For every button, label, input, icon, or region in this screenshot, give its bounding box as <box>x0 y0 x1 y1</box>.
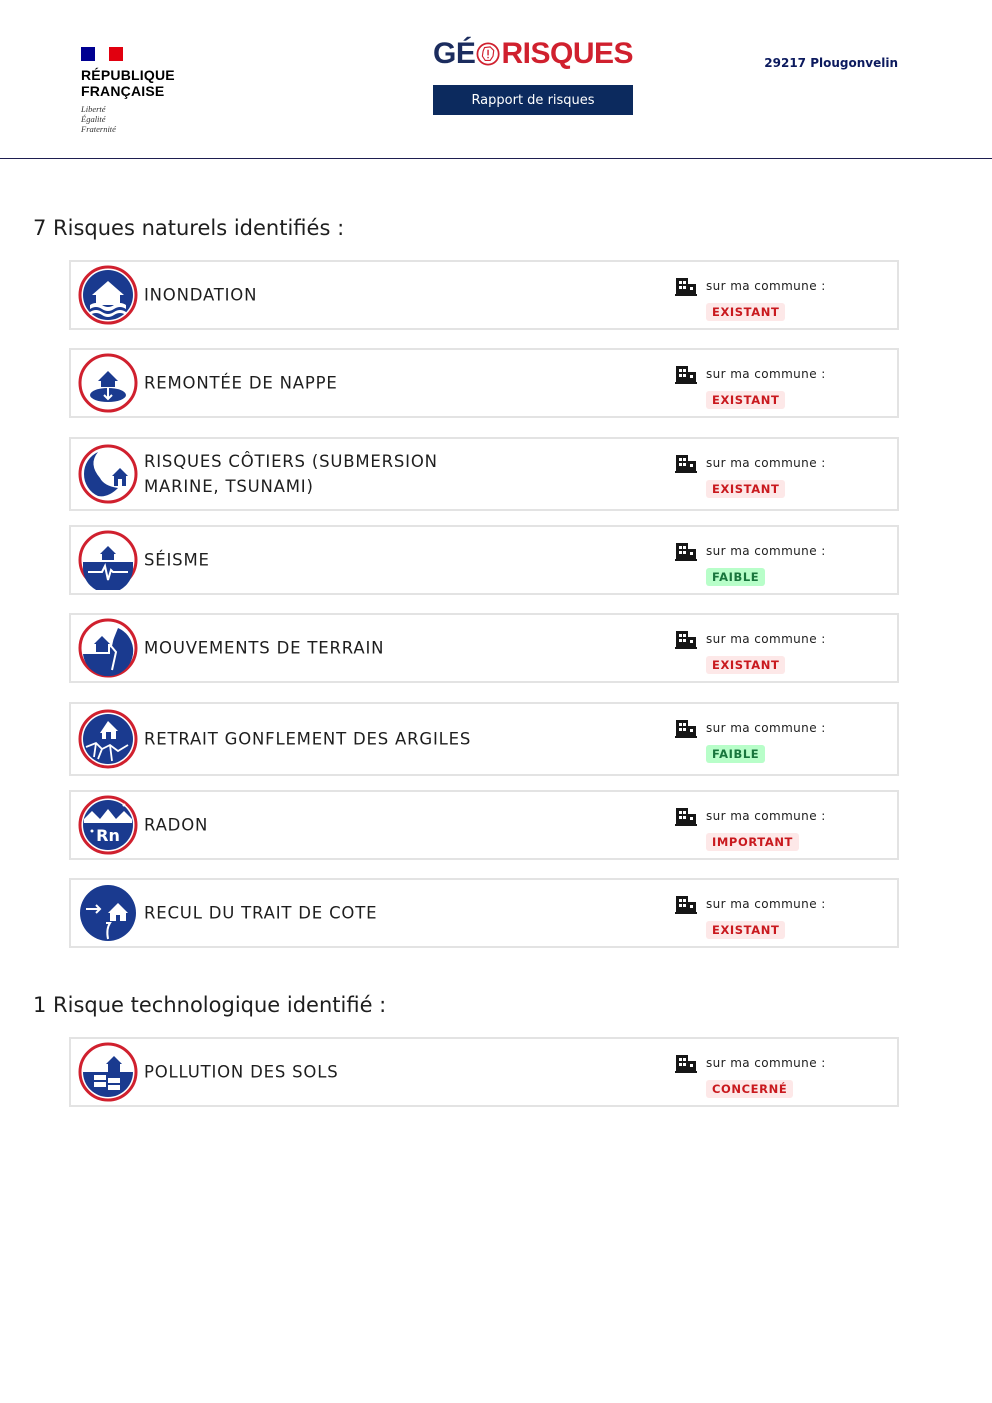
scope-label: sur ma commune : <box>706 456 826 470</box>
commune-status <box>675 276 875 321</box>
status-badge: EXISTANT <box>706 391 785 409</box>
commune-status <box>675 1053 875 1098</box>
building-icon <box>675 894 697 914</box>
french-flag-icon <box>81 47 123 61</box>
risk-label: RECUL DU TRAIT DE COTE <box>144 903 378 923</box>
natural-risks-title: 7 Risques naturels identifiés : <box>33 216 345 240</box>
status-badge: FAIBLE <box>706 745 765 763</box>
commune-status <box>675 541 875 586</box>
republique-label: RÉPUBLIQUE FRANÇAISE <box>81 67 175 99</box>
flood-icon <box>78 265 138 325</box>
risk-card-radon <box>69 790 899 860</box>
svg-text:Rn: Rn <box>96 826 120 845</box>
risk-label: RISQUES CÔTIERS (SUBMERSION MARINE, TSUNAMI) <box>144 452 438 496</box>
logo-text-right: RISQUES <box>501 37 633 70</box>
commune-status <box>675 894 875 939</box>
soil-pollution-icon <box>78 1042 138 1102</box>
building-icon <box>675 718 697 738</box>
motto: Liberté Égalité Fraternité <box>81 104 116 134</box>
scope-label: sur ma commune : <box>706 632 826 646</box>
commune-status <box>675 806 875 851</box>
scope-label: sur ma commune : <box>706 809 826 823</box>
commune-status <box>675 364 875 409</box>
risk-card-mouvements-terrain <box>69 613 899 683</box>
coastal-wave-icon <box>78 444 138 504</box>
risk-label: RADON <box>144 815 209 835</box>
coastline-retreat-icon <box>78 883 138 943</box>
republique-francaise-logo <box>81 47 201 134</box>
status-badge: EXISTANT <box>706 921 785 939</box>
earthquake-icon <box>78 530 138 590</box>
georisques-logo <box>433 36 633 72</box>
page-header <box>0 0 992 159</box>
risk-card-pollution-sols <box>69 1037 899 1107</box>
landslide-icon <box>78 618 138 678</box>
building-icon <box>675 1053 697 1073</box>
status-badge: EXISTANT <box>706 303 785 321</box>
risk-label: SÉISME <box>144 550 210 570</box>
risk-label: REMONTÉE DE NAPPE <box>144 373 338 393</box>
status-badge: CONCERNÉ <box>706 1080 793 1098</box>
risk-card-recul-trait-cote <box>69 878 899 948</box>
status-badge: EXISTANT <box>706 656 785 674</box>
building-icon <box>675 541 697 561</box>
radon-icon <box>78 795 138 855</box>
commune-status <box>675 718 875 763</box>
scope-label: sur ma commune : <box>706 544 826 558</box>
commune-status <box>675 453 875 498</box>
building-icon <box>675 364 697 384</box>
building-icon <box>675 806 697 826</box>
scope-label: sur ma commune : <box>706 1056 826 1070</box>
building-icon <box>675 276 697 296</box>
report-banner: Rapport de risques <box>433 85 633 115</box>
commune-name: 29217 Plougonvelin <box>764 56 898 70</box>
logo-text-left: GÉ <box>433 37 476 70</box>
commune-status <box>675 629 875 674</box>
status-badge: FAIBLE <box>706 568 765 586</box>
risk-label: POLLUTION DES SOLS <box>144 1062 339 1082</box>
clay-crack-icon <box>78 709 138 769</box>
building-icon <box>675 453 697 473</box>
groundwater-icon <box>78 353 138 413</box>
status-badge: EXISTANT <box>706 480 785 498</box>
scope-label: sur ma commune : <box>706 721 826 735</box>
building-icon <box>675 629 697 649</box>
risk-card-risques-cotiers <box>69 437 899 511</box>
risk-card-inondation <box>69 260 899 330</box>
risk-card-remontee-nappe <box>69 348 899 418</box>
scope-label: sur ma commune : <box>706 897 826 911</box>
scope-label: sur ma commune : <box>706 367 826 381</box>
technological-risks-title: 1 Risque technologique identifié : <box>33 993 387 1017</box>
risk-label: INONDATION <box>144 285 258 305</box>
risk-label: MOUVEMENTS DE TERRAIN <box>144 638 385 658</box>
risk-card-retrait-gonflement <box>69 702 899 776</box>
status-badge: IMPORTANT <box>706 833 799 851</box>
risk-card-seisme <box>69 525 899 595</box>
france-map-icon <box>476 37 500 71</box>
scope-label: sur ma commune : <box>706 279 826 293</box>
risk-label: RETRAIT GONFLEMENT DES ARGILES <box>144 729 472 749</box>
